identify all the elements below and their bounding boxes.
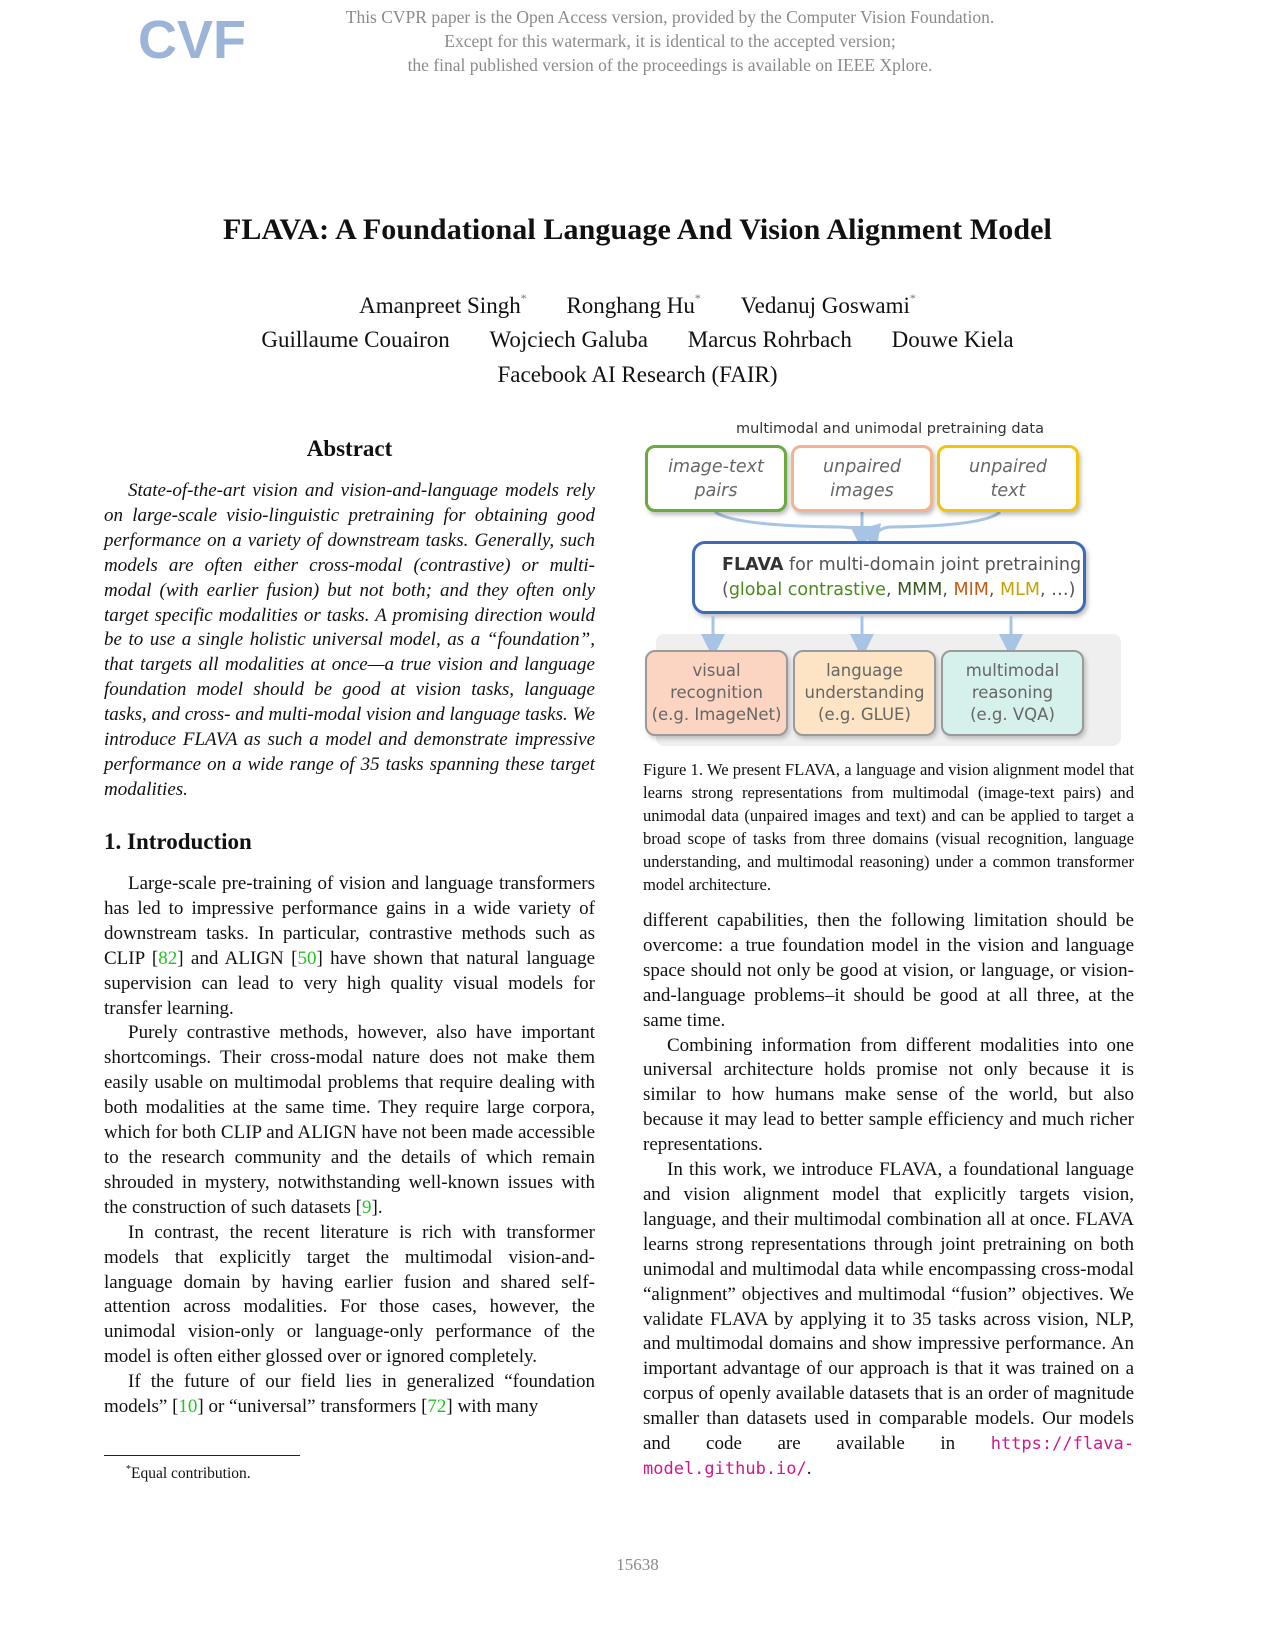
objective-mim: MIM (953, 580, 989, 600)
citation-link[interactable]: 50 (297, 947, 317, 969)
section-heading-introduction: 1. Introduction (104, 829, 252, 854)
right-paragraph-1: different capabilities, then the following limitation should be overcome: a true foundation model in the vision and language space should not only be good at vision, or language, or vision-and-language problems–it should be good at all three, at the same time. (643, 910, 1134, 1031)
author: Amanpreet Singh* (359, 291, 527, 318)
paper-title: FLAVA: A Foundational Language And Vision Alignment Model (223, 213, 1052, 246)
citation-link[interactable]: 10 (178, 1396, 198, 1418)
author: Vedanuj Goswami* (740, 291, 916, 318)
objective-mlm: MLM (1000, 580, 1040, 600)
cvf-logo-text: CVF (138, 10, 246, 70)
citation-link[interactable]: 9 (362, 1196, 372, 1218)
objective-mmm: MMM (897, 580, 943, 600)
watermark-line-3: the final published version of the proceedings is available on IEEE Xplore. (407, 55, 933, 75)
right-paragraph-3: In this work, we introduce FLAVA, a foundational language and vision alignment model that explicitly targets vision, language, and their multimodal combination all at once. FLAVA learns strong representations through joint pretraining on both unimodal and multimodal data while encompassing cross-modal “alignment” objectives and multimodal “fusion” objectives. We validate FLAVA by applying it to 35 tasks across vision, NLP, and multimodal domains and show impressive performance. An important advantage of our approach is that it was trained on a corpus of openly available datasets that is an order of magnitude smaller than datasets used in comparable models. Our models and code are available in https://flava-model.github.io/. (643, 1159, 1134, 1479)
author: Guillaume Couairon (261, 327, 450, 352)
objective-global-contrastive: global contrastive (728, 580, 886, 600)
intro-paragraph-4: If the future of our field lies in generalized “foundation models” [10] or “universal” transformers [72] with many (104, 1371, 595, 1418)
intro-paragraph-3: In contrast, the recent literature is rich with transformer models that explicitly target the multimodal vision-and-language domain by having earlier fusion and shared self-attention across modalities. For those cases, however, the unimodal vision-only or language-only performance of the model is often either glossed over or ignored completely. (104, 1221, 595, 1368)
source-box-image-text-pairs: image-text pairs (645, 445, 787, 512)
footnote-divider (104, 1455, 300, 1456)
task-box-visual-recognition: visual recognition (e.g. ImageNet) (645, 650, 788, 736)
source-box-unpaired-text: unpaired text (937, 445, 1079, 512)
right-paragraph-2: Combining information from different modalities into one universal architecture holds promise not only because it is similar to how humans make sense of the world, but also because it may lead to better sample efficiency and much richer representations. (643, 1034, 1134, 1156)
intro-paragraph-2: Purely contrastive methods, however, also have important shortcomings. Their cross-modal nature does not make them easily usable on multimodal problems that require dealing with both modalities at the same time. They require large corpora, which for both CLIP and ALIGN have not been made accessible to the research community and the details of which remain shrouded in mystery, notwithstanding well-known issues with the construction of such datasets [9]. (104, 1022, 595, 1218)
citation-link[interactable]: 72 (427, 1396, 447, 1418)
source-box-unpaired-images: unpaired images (791, 445, 933, 512)
flava-model-box: FLAVA for multi-domain joint pretraining (global contrastive, MMM, MIM, MLM, …) (692, 541, 1086, 614)
right-column-body (643, 909, 1134, 1482)
task-box-multimodal-reasoning: multimodal reasoning (e.g. VQA) (941, 650, 1084, 736)
abstract-heading: Abstract (306, 436, 393, 461)
watermark-line-2: Except for this watermark, it is identical to the accepted version; (444, 31, 896, 51)
citation-link[interactable]: 82 (158, 947, 178, 969)
task-box-language-understanding: language understanding (e.g. GLUE) (793, 650, 936, 736)
figure-1-caption: Figure 1. We present FLAVA, a language and vision alignment model that learns strong representations from multimodal (image-text pairs) and unimodal data (unpaired images and text) and can be applied to target a broad scope of tasks from three domains (visual recognition, language understanding, and multimodal reasoning) under a common transformer model architecture. (643, 760, 1134, 894)
author: Douwe Kiela (891, 327, 1014, 352)
project-url-link[interactable]: https://flava-model.github.io/ (643, 1434, 1134, 1479)
cvf-logo (138, 8, 246, 74)
page-number: 15638 (616, 1555, 659, 1574)
author: Ronghang Hu* (566, 291, 701, 318)
author-row-1 (0, 293, 1275, 319)
introduction-body (104, 872, 595, 1420)
abstract-body (104, 479, 595, 803)
author: Marcus Rohrbach (687, 327, 852, 352)
affiliation: Facebook AI Research (FAIR) (497, 362, 778, 387)
watermark-line-1: This CVPR paper is the Open Access version, provided by the Computer Vision Foundation. (345, 7, 995, 27)
intro-paragraph-1: Large-scale pre-training of vision and language transformers has led to impressive performance gains in a wide variety of downstream tasks. In particular, contrastive methods such as CLIP [82] and ALIGN [50] have shown that natural language supervision can lead to very high quality visual models for transfer learning. (104, 873, 595, 1019)
author: Wojciech Galuba (489, 327, 648, 352)
figure-top-label: multimodal and unimodal pretraining data (735, 421, 1044, 437)
watermark-notice (250, 5, 1090, 77)
flava-name: FLAVA (722, 555, 784, 575)
author-row-2 (0, 327, 1275, 353)
abstract-text: State-of-the-art vision and vision-and-language models rely on large-scale visio-linguistic pretraining for obtaining good performance on a variety of downstream tasks. Generally, such models are often either cross-modal (contrastive) or multi-modal (with earlier fusion) but not both; and they often only target specific modalities or tasks. A promising direction would be to use a single holistic universal model, as a “foundation”, that targets all modalities at once—a true vision and language foundation model should be good at vision tasks, language tasks, and cross- and multi-modal vision and language tasks. We introduce FLAVA as such a model and demonstrate impressive performance on a wide range of 35 tasks spanning these target modalities. (104, 480, 595, 800)
footnote: *Equal contribution. (126, 1464, 251, 1483)
figure-1 (645, 414, 1135, 746)
